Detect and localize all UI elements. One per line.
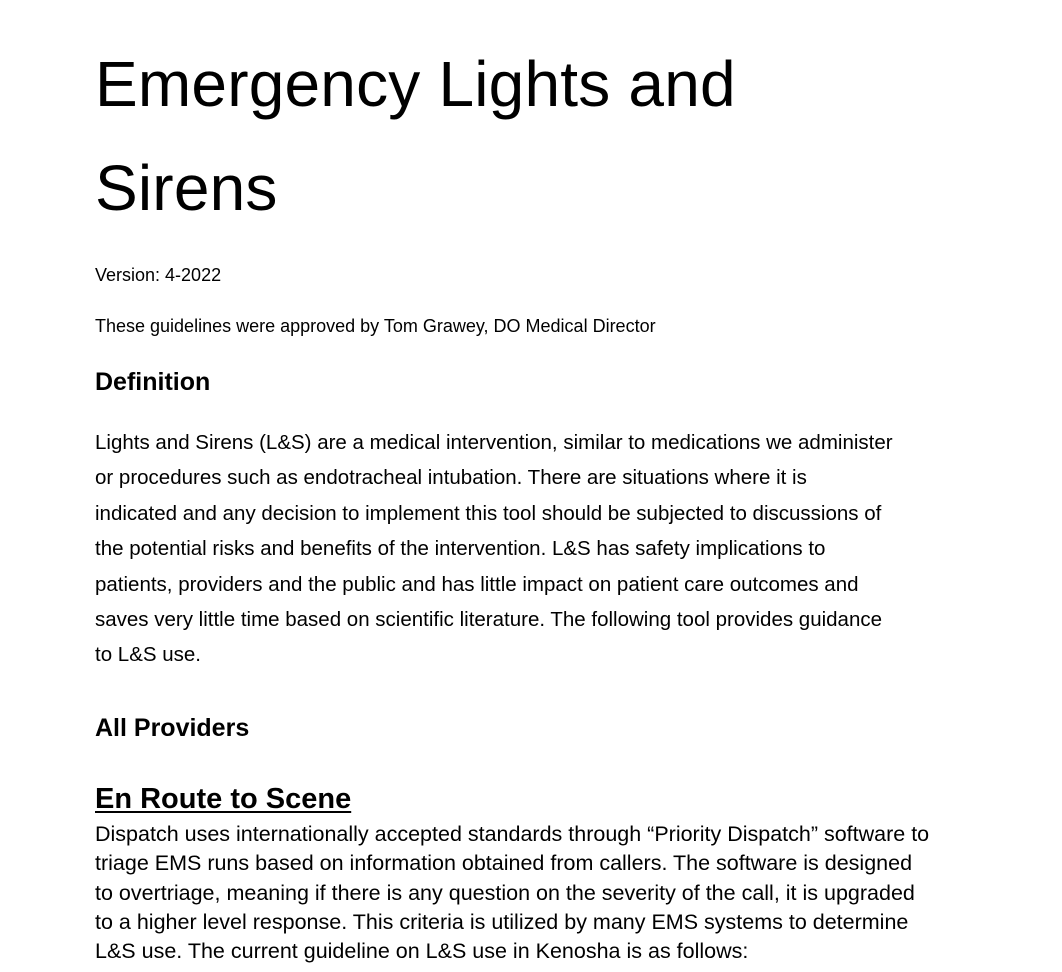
paragraph-line: to overtriage, meaning if there is any question on the severity of the call, it is upgraded bbox=[95, 880, 915, 905]
paragraph-line: or procedures such as endotracheal intubation. There are situations where it is bbox=[95, 466, 807, 490]
paragraph-line: indicated and any decision to implement this tool should be subjected to discussions of bbox=[95, 501, 882, 525]
paragraph-line: patients, providers and the public and has little impact on patient care outcomes and bbox=[95, 572, 859, 596]
paragraph-line: L&S use. The current guideline on L&S use in Kenosha is as follows: bbox=[95, 939, 749, 964]
paragraph-line: the potential risks and benefits of the intervention. L&S has safety implications to bbox=[95, 537, 826, 561]
paragraph-line: to L&S use. bbox=[95, 643, 201, 667]
definition-paragraph bbox=[95, 425, 975, 673]
en-route-paragraph bbox=[95, 820, 975, 966]
document-title bbox=[95, 32, 855, 240]
paragraph-line: to a higher level response. This criteria is utilized by many EMS systems to determine bbox=[95, 909, 909, 934]
paragraph-line: Dispatch uses internationally accepted standards through “Priority Dispatch” software to bbox=[95, 822, 930, 846]
title-line-1: Emergency Lights and bbox=[95, 48, 736, 120]
version-label: Version: 4-2022 bbox=[95, 265, 222, 285]
all-providers-heading: All Providers bbox=[95, 714, 250, 742]
definition-heading: Definition bbox=[95, 368, 211, 396]
approval-statement: These guidelines were approved by Tom Grawey, DO Medical Director bbox=[95, 316, 656, 336]
en-route-heading: En Route to Scene bbox=[95, 783, 352, 815]
paragraph-line: saves very little time based on scientific literature. The following tool provides guidance bbox=[95, 608, 882, 632]
paragraph-line: Lights and Sirens (L&S) are a medical intervention, similar to medications we administer bbox=[95, 431, 893, 454]
paragraph-line: triage EMS runs based on information obtained from callers. The software is designed bbox=[95, 851, 913, 876]
title-line-2: Sirens bbox=[95, 152, 278, 224]
